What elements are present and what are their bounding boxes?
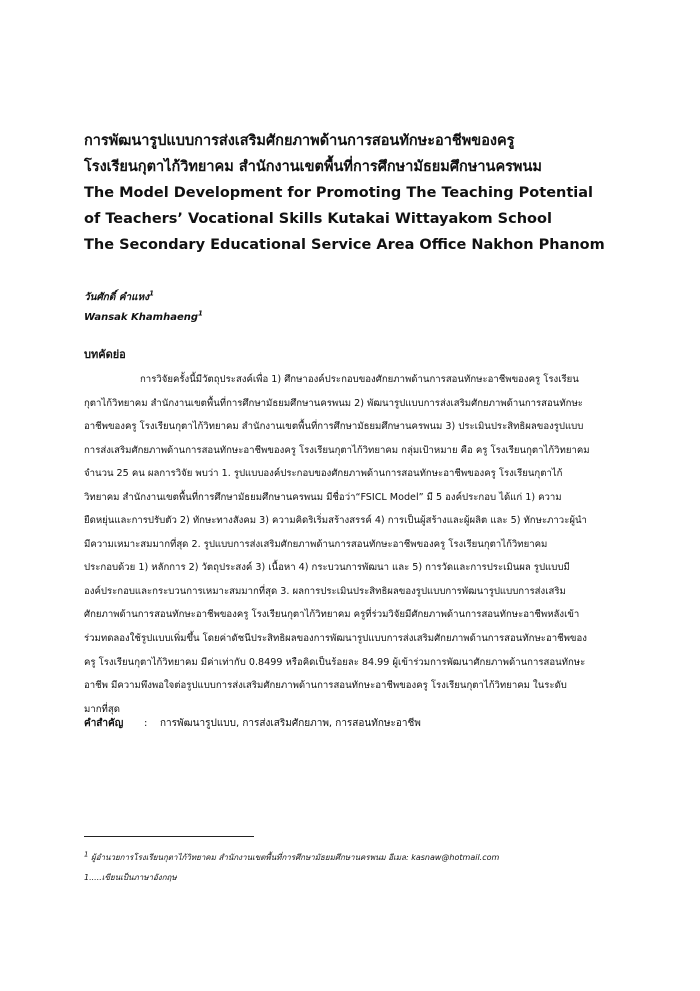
abstract-line: การส่งเสริมศักยภาพด้านการสอนทักษะอาชีพของครู โรงเรียนกุตาไก้วิทยาคม กลุ่มเป้าหมาย คือ ครู โรงเรียนกุตาไก้วิทยาคม [84,444,590,456]
abstract-line: ประกอบด้วย 1) หลักการ 2) วัตถุประสงค์ 3) เนื้อหา 4) กระบวนการพัฒนา และ 5) การวัดและการประเมินผล รูปแบบมี [84,562,570,574]
footnote-2: 1.....เขียนเป็นภาษาอังกฤษ [84,873,177,882]
keywords-label: คำสำคัญ [84,718,124,729]
abstract-line: ร่วมทดลองใช้รูปแบบเพิ่มขึ้น โดยค่าดัชนีประสิทธิผลของการพัฒนารูปแบบการส่งเสริมศักยภาพด้านการสอนทักษะอาชีพของ [84,633,587,645]
abstract-line: อาชีพ มีความพึงพอใจต่อรูปแบบการส่งเสริมศักยภาพด้านการสอนทักษะอาชีพของครู โรงเรียนกุตาไก้วิทยาคม ในระดับ [84,680,567,692]
author-block [84,288,484,328]
title-english-line-3: The Secondary Educational Service Area Office Nakhon Phanom [84,237,605,253]
abstract-line: องค์ประกอบและกระบวนการเหมาะสมมากที่สุด 3. ผลการประเมินประสิทธิผลของรูปแบบการพัฒนารูปแบบการส่งเสริม [84,585,566,597]
abstract-line: ยืดหยุ่นและการปรับตัว 2) ทักษะทางสังคม 3) ความคิดริเริ่มสร้างสรรค์ 4) การเป็นผู้สร้างและผู้ผลิต และ 5) ทักษะภาวะผู้นำ [84,515,587,527]
abstract-body [84,368,622,721]
author-thai-superscript: 1 [149,289,154,298]
abstract-line: อาชีพของครู โรงเรียนกุตาไก้วิทยาคม สำนักงานเขตพื้นที่การศึกษามัธยมศึกษานครพนม 3) ประเมินประสิทธิผลของรูปแบบ [84,421,584,433]
footnotes [84,848,644,888]
keywords-separator: : [144,718,148,729]
author-english-name: Wansak Khamhaeng [84,312,199,323]
abstract-line: ครู โรงเรียนกุตาไก้วิทยาคม มีค่าเท่ากับ 0.8499 หรือคิดเป็นร้อยละ 84.99 ผู้เข้าร่วมการพัฒนาศักยภาพด้านการสอนทักษะ [84,656,586,668]
author-thai-name: วันศักดิ์ คำแหง [84,292,150,303]
keywords-text: การพัฒนารูปแบบ, การส่งเสริมศักยภาพ, การสอนทักษะอาชีพ [160,718,421,729]
title-block [84,128,644,258]
abstract-heading: บทคัดย่อ [84,348,126,361]
abstract-line: วิทยาคม สำนักงานเขตพื้นที่การศึกษามัธยมศึกษานครพนม มีชื่อว่า“FSICL Model” มี 5 องค์ประกอบ ได้แก่ 1) ความ [84,491,562,503]
author-thai [84,288,484,308]
abstract-line: มากที่สุด [84,703,120,715]
abstract-line: มีความเหมาะสมมากที่สุด 2. รูปแบบการส่งเสริมศักยภาพด้านการสอนทักษะอาชีพของครู โรงเรียนกุตาไก้วิทยาคม [84,538,548,550]
abstract-line: การวิจัยครั้งนี้มีวัตถุประสงค์เพื่อ 1) ศึกษาองค์ประกอบของศักยภาพด้านการสอนทักษะอาชีพของครู โรงเรียน [140,374,579,385]
abstract-line: ศักยภาพด้านการสอนทักษะอาชีพของครู โรงเรียนกุตาไก้วิทยาคม ครูที่ร่วมวิจัยมีศักยภาพด้านการสอนทักษะอาชีพหลังเข้า [84,609,580,621]
title-english-line-1: The Model Development for Promoting The Teaching Potential [84,185,594,201]
title-thai-line-1: การพัฒนารูปแบบการส่งเสริมศักยภาพด้านการสอนทักษะอาชีพของครู [84,133,515,149]
title-thai-line-2: โรงเรียนกุตาไก้วิทยาคม สำนักงานเขตพื้นที่การศึกษามัธยมศึกษานครพนม [84,159,542,175]
footnote-1-text: ผู้อำนวยการโรงเรียนกุตาไก้วิทยาคม สำนักงานเขตพื้นที่การศึกษามัธยมศึกษานครพนม อีเมล: kasnaw@hotmail.com [88,853,500,862]
abstract-line: จำนวน 25 คน ผลการวิจัย พบว่า 1. รูปแบบองค์ประกอบของศักยภาพด้านการสอนทักษะอาชีพของครู โรงเรียนกุตาไก้ [84,468,563,480]
author-english [84,308,484,328]
footnote-divider [84,836,254,837]
title-english-line-2: of Teachers’ Vocational Skills Kutakai Wittayakom School [84,211,552,227]
author-english-superscript: 1 [198,309,203,318]
keywords-row [84,714,624,734]
abstract-line: กุตาไก้วิทยาคม สำนักงานเขตพื้นที่การศึกษามัธยมศึกษานครพนม 2) พัฒนารูปแบบการส่งเสริมศักยภาพด้านการสอนทักษะ [84,397,583,409]
footnote-1 [84,848,644,868]
footnote-1-number: 1 [84,850,89,859]
